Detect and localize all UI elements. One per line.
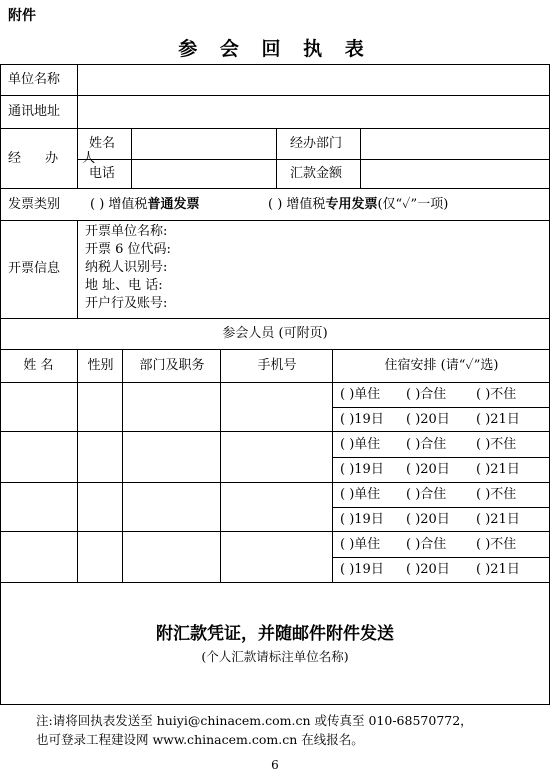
attendees-title: 参会人员 (可附页) [222, 326, 328, 341]
invoice-info-line: 开票 6 位代码: [85, 242, 171, 257]
lodging-shared[interactable]: ( )合住 [406, 537, 447, 552]
invoice-special-text: 专用发票 [325, 197, 378, 212]
date-21[interactable]: ( )21日 [476, 562, 520, 577]
invoice-info-line: 开户行及账号: [85, 296, 168, 311]
note-line-1: 注:请将回执表发送至 huiyi@chinacem.com.cn 或传真至 010-68570772， [36, 713, 473, 728]
date-20[interactable]: ( )20日 [406, 462, 450, 477]
invoice-info-line: 纳税人识别号: [85, 260, 168, 275]
note-line-2: 也可登录工程建设网 www.chinacem.com.cn 在线报名。 [36, 732, 364, 747]
date-20[interactable]: ( )20日 [406, 562, 450, 577]
attachment-label: 附件 [8, 8, 36, 24]
lodging-none[interactable]: ( )不住 [476, 437, 517, 452]
col-phone: 手机号 [257, 358, 297, 373]
col-dept: 部门及职务 [139, 358, 205, 373]
invoice-info-label: 开票信息 [8, 261, 61, 276]
handler-name-label: 姓名 [89, 136, 116, 151]
handler-dept-label: 经办部门 [290, 136, 343, 151]
address-label: 通讯地址 [8, 104, 61, 119]
date-21[interactable]: ( )21日 [476, 512, 520, 527]
page-number: 6 [271, 758, 279, 772]
registration-form [0, 64, 550, 705]
date-21[interactable]: ( )21日 [476, 462, 520, 477]
date-19[interactable]: ( )19日 [340, 512, 384, 527]
col-name: 姓 名 [23, 358, 54, 373]
col-lodging: 住宿安排 (请“✓”选) [384, 358, 499, 373]
invoice-type-label: 发票类别 [8, 197, 61, 212]
submission-note [36, 711, 473, 749]
handler-amount-label: 汇款金额 [290, 166, 343, 181]
date-20[interactable]: ( )20日 [406, 412, 450, 427]
lodging-none[interactable]: ( )不住 [476, 537, 517, 552]
lodging-none[interactable]: ( )不住 [476, 387, 517, 402]
invoice-info-line: 地 址、电 话: [85, 278, 163, 293]
lodging-single[interactable]: ( )单住 [340, 487, 381, 502]
invoice-special-checkbox[interactable]: ( ) [268, 197, 283, 212]
date-19[interactable]: ( )19日 [340, 462, 384, 477]
lodging-shared[interactable]: ( )合住 [406, 437, 447, 452]
date-19[interactable]: ( )19日 [340, 412, 384, 427]
remittance-instruction: 附汇款凭证，并随邮件附件发送 [156, 624, 394, 644]
invoice-general-checkbox[interactable]: ( ) [90, 197, 105, 212]
invoice-type-general [90, 197, 199, 213]
invoice-info-line: 开票单位名称: [85, 224, 168, 239]
date-20[interactable]: ( )20日 [406, 512, 450, 527]
page-title: 参 会 回 执 表 [178, 38, 372, 60]
lodging-single[interactable]: ( )单住 [340, 437, 381, 452]
invoice-special-prefix: 增值税 [286, 197, 326, 212]
handler-label: 经 办 人 [8, 151, 106, 166]
handler-phone-label: 电话 [89, 166, 116, 181]
invoice-general-prefix: 增值税 [108, 197, 148, 212]
lodging-none[interactable]: ( )不住 [476, 487, 517, 502]
date-21[interactable]: ( )21日 [476, 412, 520, 427]
unit-name-label: 单位名称 [8, 72, 61, 87]
lodging-single[interactable]: ( )单住 [340, 387, 381, 402]
lodging-shared[interactable]: ( )合住 [406, 487, 447, 502]
invoice-type-note: (仅“✓”一项) [377, 197, 449, 212]
invoice-type-special [268, 197, 448, 213]
lodging-shared[interactable]: ( )合住 [406, 387, 447, 402]
lodging-single[interactable]: ( )单住 [340, 537, 381, 552]
col-gender: 性别 [87, 358, 114, 373]
date-19[interactable]: ( )19日 [340, 562, 384, 577]
invoice-general-text: 普通发票 [147, 197, 200, 212]
remittance-note: (个人汇款请标注单位名称) [201, 649, 349, 664]
